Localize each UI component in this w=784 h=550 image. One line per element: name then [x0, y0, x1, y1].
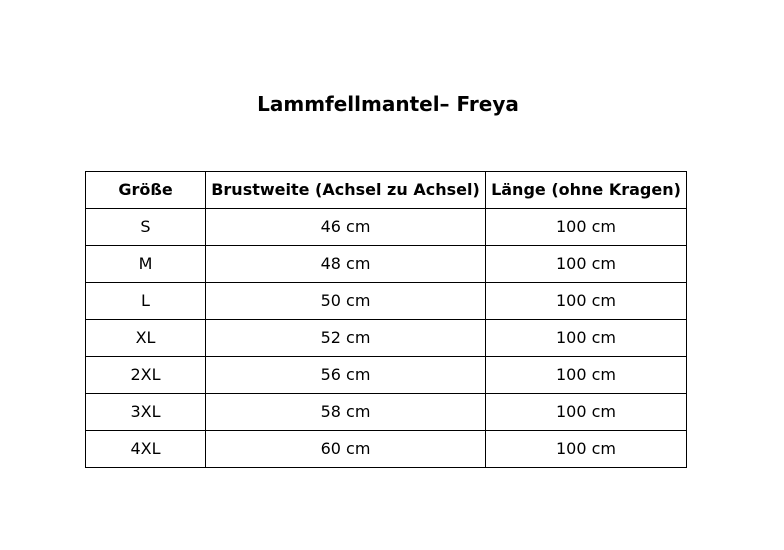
- table-row: [86, 246, 687, 283]
- cell-chest-width: 46 cm: [206, 209, 486, 246]
- cell-chest-width: 60 cm: [206, 431, 486, 468]
- cell-length: 100 cm: [486, 246, 687, 283]
- table-row: [86, 394, 687, 431]
- cell-chest-width: 50 cm: [206, 283, 486, 320]
- cell-size: 2XL: [86, 357, 206, 394]
- cell-chest-width: 58 cm: [206, 394, 486, 431]
- cell-size: 3XL: [86, 394, 206, 431]
- table-header-row: [86, 172, 687, 209]
- cell-size: 4XL: [86, 431, 206, 468]
- cell-size: S: [86, 209, 206, 246]
- cell-chest-width: 56 cm: [206, 357, 486, 394]
- table-row: [86, 357, 687, 394]
- size-chart-table: [85, 171, 687, 468]
- document-title: Lammfellmantel– Freya: [257, 92, 519, 116]
- table-row: [86, 320, 687, 357]
- header-size: Größe: [86, 172, 206, 209]
- cell-length: 100 cm: [486, 320, 687, 357]
- table-row: [86, 283, 687, 320]
- cell-length: 100 cm: [486, 431, 687, 468]
- cell-length: 100 cm: [486, 283, 687, 320]
- header-chest-width: Brustweite (Achsel zu Achsel): [206, 172, 486, 209]
- cell-size: XL: [86, 320, 206, 357]
- cell-chest-width: 48 cm: [206, 246, 486, 283]
- cell-length: 100 cm: [486, 357, 687, 394]
- cell-length: 100 cm: [486, 209, 687, 246]
- cell-size: L: [86, 283, 206, 320]
- table-row: [86, 209, 687, 246]
- table-row: [86, 431, 687, 468]
- header-length: Länge (ohne Kragen): [486, 172, 687, 209]
- cell-size: M: [86, 246, 206, 283]
- cell-chest-width: 52 cm: [206, 320, 486, 357]
- cell-length: 100 cm: [486, 394, 687, 431]
